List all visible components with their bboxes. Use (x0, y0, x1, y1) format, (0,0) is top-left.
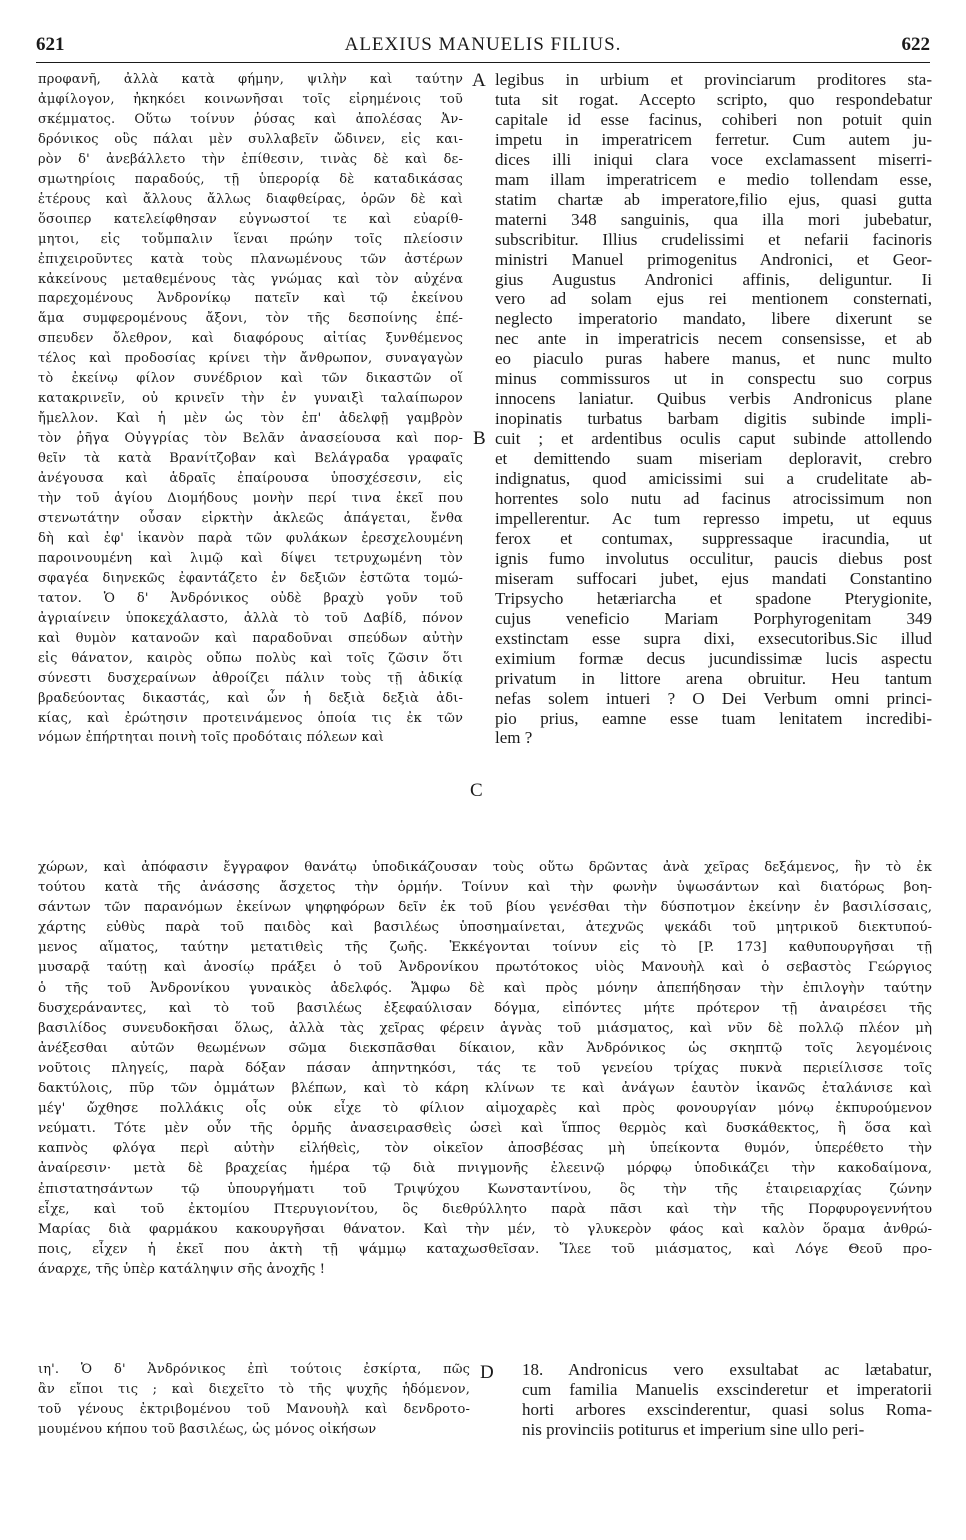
text-line: τὴν τοῦ ἁγίου Διομήδους μονὴν περί τινα ἐκεῖ που (38, 491, 463, 507)
text-line: innocens laniatur. Quibus verbis Andronicus plane (495, 389, 932, 409)
text-line: νοῦτοις πληγείς, παρὰ δόξαν πάσαν ἀπηντηκόσι, τάς τε τοῦ γενείου τρίχας πυκνὰ περιείλισσε τοῖς (38, 1060, 932, 1076)
text-line: σφαγέα διηνεκῶς ἐφαντάζετο ἐν δεξιῶν ἑστῶτα τομώ- (38, 570, 463, 586)
text-line: dices illi iniqui clara voce exclamassent miserri- (495, 149, 932, 169)
text-line: vero ad solam ejus rei mentionem consternati, (495, 289, 932, 309)
text-line: 18. Andronicus vero exsultabat ac lætabatur, (522, 1360, 932, 1379)
text-line: materni 348 sanguinis, qua illa mori jubebatur, (495, 209, 932, 229)
text-line: eximium formæ decus jucundissimæ lucis aspectu (495, 648, 932, 668)
text-line: nis provinciis potiturus et imperium sine ullo peri- (522, 1419, 865, 1439)
text-line: cujus veneficio Mariam Porphyrogenitam 349 (495, 608, 932, 628)
text-line: ἂν εἴποι τις ; καὶ διεχεῖτο τὸ τῆς ψυχῆς ἡδόμενον, (38, 1381, 470, 1397)
text-line: impetu in imperatricem ferretur. Cum autem ju- (495, 129, 932, 149)
text-line: εἶχε, καὶ τοῦ ἐκτομίου Πτερυγιονίτου, ὃς διεθρύλλητο παρὰ πᾶσι καὶ τὴν τῆς Πορφυρογεννήτου (38, 1201, 932, 1217)
text-line: δακτύλοις, πῦρ τῶν ὀμμάτων βλέπων, καὶ τὸ κάρη κλίνων τε καὶ ἀνάγων ἑαυτὸν ἱκανῶς ἐταλάνισε καὶ (38, 1081, 932, 1097)
text-line: χάρτης εὐθὺς παρὰ τοῦ παιδὸς καὶ βασιλέως ὑποσημαίνεται, ἀτεχνῶς ψεκάδι τοῦ μητρικοῦ διεκτυπού- (38, 920, 932, 936)
text-line: εἰς θάνατον, καιρὸς οὔπω πολὺς καὶ τοῖς ζῶσιν ὅτι (38, 650, 463, 666)
text-line: cum familia Manuelis exscinderetur et imperatorii (522, 1379, 932, 1399)
text-line: ἀνέξεσθαι αὐτῶν θεωμένων σῶμα διεκσπᾶσθαι δίκαιον, κἂν Ἀνδρόνικος ὡς σκηπτῷ τοῖς λεγομένοις (38, 1040, 932, 1056)
text-line: δυσχεράναντες, καὶ τὸ τοῦ βασιλέως ἐξεφαύλισαν δόγμα, εἰπόντες μήτε πρότερον τῇ ἀναιρέσει τῆς (38, 1000, 932, 1016)
text-line: ignis fumo involutus occulitur, paucis diebus post (495, 548, 932, 568)
text-line: miseram suffocari jubet, ejus mandati Constantino (495, 568, 932, 588)
header-rule (36, 62, 930, 63)
text-line: privatum in littore arena obruitur. Heu tantum (495, 668, 932, 688)
text-line: horti arbores exscinderentur, quasi solus Roma- (522, 1399, 932, 1419)
text-line: τοῦ γένους ἐκτριβομένου τοῦ Μανουὴλ καὶ δενδροτο- (38, 1401, 470, 1417)
text-line: capitale id esse facinus, cohiberi non potuit quin (495, 109, 932, 129)
text-line: ἑτέρους καὶ ἄλλους ἄλλως διαφθείρας, ὁρῶν δὲ καὶ (38, 191, 463, 207)
text-line: ministri Manuel primogenitus Andronici, et Geor- (495, 249, 932, 269)
text-line: ὅσοιπερ κατελείφθησαν εὐγνωστοί τε καὶ εὐαρίθ- (38, 211, 463, 227)
text-line: κἀκείνους μεταθεμένους τὰς γνώμας καὶ τὸν αὐχένα (38, 271, 463, 287)
text-line: άναρχε, τῆς ὑπὲρ κατάληψιν σῆς ἀνοχῆς ! (38, 1261, 326, 1277)
text-line: μενος αἵματος, ταύτην μετατιθεὶς τῆς ζωῆς. Ἐκκέγονται τοίνυν εἰς τὸ [P. 173] καθυπουργῆσαι τῇ (38, 940, 932, 956)
text-line: ρὸν δ' ἀνεβάλλετο τὴν ἐπίθεσιν, τινὰς δὲ καὶ δε- (38, 151, 463, 167)
text-line: παρεχομένους Ἀνδρονίκῳ πατεῖν καὶ τῷ ἐκείνου (38, 291, 463, 307)
text-line: νόμων ἐπήρτηται ποινὴ τοῖς προδόταις πόλεων καὶ (38, 730, 384, 746)
latin-column-bottom (522, 1360, 932, 1440)
greek-column-top (38, 70, 463, 748)
text-line: exstinctam esse supra dixi, exsecutoribus.Sic illud (495, 628, 932, 648)
text-line: δρόνικος οὓς πάλαι μὲν συλλαβεῖν ὤδινεν, εἰς και- (38, 131, 463, 147)
greek-full-width-block (38, 858, 932, 1280)
text-line: κατακρινεῖν, οὐ κρινεῖν τὴν ἐν γυναιξὶ ταλαίπωρον (38, 391, 463, 407)
text-line: statim chartæ ab imperatore,filio ejus, quasi gutta (495, 189, 932, 209)
text-line: σπευδεν ὄλεθρον, καὶ διαφόρους αἰτίας ξυνθέμενος (38, 331, 463, 347)
section-marker-b: B (473, 428, 486, 449)
text-line: subscribitur. Illius crudelissimi et nefarii facinoris (495, 229, 932, 249)
text-line: στενωτάτην οὖσαν εἱρκτὴν ἀκλεῶς ἀπάγεται, ἔνθα (38, 510, 463, 526)
text-line: gius Augustus Andronici affinis, deliguntur. Ii (495, 269, 932, 289)
text-line: nec ante in imperatricis necem consensisse, et ab (495, 329, 932, 349)
text-line: ἀμφίλογον, ἠκηκόει κοινωνῆσαι τοῖς εἰρημένοις τοῦ (38, 91, 463, 107)
text-line: σμωτηρίοις παραδούς, τῇ ὑπερορίᾳ δὲ καταδικάσας (38, 171, 463, 187)
text-line: νεύματι. Τότε μὲν οὖν τῆς ὁρμῆς ἀνασειρασθεὶς ὡσεὶ καὶ ἵππος θερμὸς καὶ δυσκάθεκτος, ἢ ὅσα καὶ (38, 1121, 932, 1137)
text-line: καὶ θυμὸν κατανοῶν καὶ παραδοῦναι σπεύδων αὐτὴν (38, 630, 463, 646)
text-line: βραδεύοντας δικαστάς, καὶ ὧν ἡ δεξιὰ δεξιὰ ἀδι- (38, 690, 463, 706)
text-line: τατον. Ὁ δ' Ἀνδρόνικος οὐδὲ βραχὺ γοῦν τοῦ (38, 590, 463, 606)
text-line: pio prius, eamne esse tuam lenitatem incredibi- (495, 708, 932, 728)
text-line: ἤμελλον. Καὶ ἡ μὲν ὡς τὸν ἐπ' ἀδελφῇ γαμβρὸν (38, 411, 463, 427)
text-line: neglecto imperatorio mandato, libere dixerunt se (495, 309, 932, 329)
text-line: eo piaculo puras habere manus, et nunc multo (495, 349, 932, 369)
text-line: ἀνέγουσα καὶ ἁδραῖς ἐπαίρουσα ὑποσχέσεσιν, εἰς (38, 471, 463, 487)
text-line: βασιλίδος συνευδοκῆσαι ὅλως, ἀλλὰ τὰς χεῖρας φέρειν ἁγνὰς τοῦ μιάσματος, καὶ νῦν δὲ πολλῷ πλέον μὴ (38, 1020, 932, 1036)
text-line: μητοι, εἰς τοὔμπαλιν ἵεναι πρώην τοῖς πλείοσιν (38, 231, 463, 247)
text-line: σύνεστι δυσχεραίνων ἀθροίζει πάλιν τοὺς τῇ ἀδικίᾳ (38, 670, 463, 686)
text-line: nefas solem intueri ? O Dei Verbum omni princi- (495, 688, 932, 708)
text-line: τούτου κατὰ τῆς ἀνάσσης ἄσχετος τὴν ὁρμήν. Τοίνυν καὶ τὴν φωνὴν ὑψωσάντων καὶ διατόρως βοη- (38, 880, 932, 896)
text-line: χώρων, καὶ ἀπόφασιν ἔγγραφον θανάτῳ ὑποδικάζουσαν τοὺς οὕτω δρῶντας ἀνὰ χεῖρας δεξάμενος, ἣν τὸ ἐκ (38, 860, 932, 875)
text-line: μυσαρᾷ ταύτῃ καὶ ἀνοσίῳ πράξει ὁ τοῦ Ἀνδρονίκου πρωτότοκος υἱὸς Μανουὴλ καὶ ὁ σεβαστὸς Γεώργιος (38, 960, 932, 976)
text-line: ἅμα συμφερομένους ἄξονι, τὸν τῆς δεσποίνης ἐπέ- (38, 311, 463, 327)
text-line: horrentes solo nutu ad facinus atrocissimum non (495, 489, 932, 509)
text-line: κίας, καὶ ἐρώτησιν προτεινάμενος ὁποία τις ἐκ τῶν (38, 710, 463, 726)
text-line: cuit ; et ardentibus oculis caput subinde attollendo (495, 429, 932, 449)
section-marker-a: A (472, 70, 486, 91)
text-line: μουμένου κήπου τοῦ βασιλέως, ὡς μόνος οἰκήσων (38, 1421, 377, 1437)
text-line: indignatus, quod amicissimi sui a crudelitate ab- (495, 469, 932, 489)
text-line: δὴ καὶ ἐφ' ἱκανὸν παρὰ τῶν φυλάκων ἐρεσχελουμένη (38, 530, 463, 546)
text-line: legibus in urbium et provinciarum proditores sta- (495, 70, 932, 89)
running-title: ALEXIUS MANUELIS FILIUS. (344, 34, 622, 55)
text-line: Μαρίας διὰ φαρμάκου κακουργῆσαι θάνατον. Καὶ τὴν μέν, τὸ γλυκερὸν φάος καὶ καλὸν ὅραμα ἀνθρώ- (38, 1221, 932, 1237)
text-line: τέλος καὶ προδοσίας κρίνει τὴν ἄνθρωπον, συναγαγὼν (38, 351, 463, 367)
page-header (36, 34, 930, 64)
text-line: τὸν ῥῆγα Οὐγγρίας τὸν Βελᾶν ἀνασείουσα καὶ πορ- (38, 431, 463, 447)
page-number-left: 621 (36, 34, 65, 55)
text-line: ἐπιστατησάντων τῷ ὑπουργήματι τοῦ Τριψύχου Κωνσταντίνου, ὃς τὴν τῆς ἑταιρειαρχίας ζώνην (38, 1181, 932, 1197)
text-line: θεῖν τὰ κατὰ Βρανίτζοβαν καὶ Βελάγραδα γραφαῖς (38, 451, 463, 467)
latin-column-top (495, 70, 932, 748)
text-line: σάντων τῶν παρανόμων ἐκείνων ψηφηφόρων δεῖν ἐκ τοῦ βίου γενέσθαι τὴν δύσποτμον ἐκείνην ἐν βασιλίσσαις, (38, 900, 932, 916)
text-line: καπνὸς φλόγα περὶ αὐτὴν εἰλήθεὶς, τὸν οἰκεῖον ἀποσβέσας μὴ ὑπείκοντα θυμόν, ὑπερέθετο τὴν (38, 1141, 932, 1157)
text-line: σκέμματος. Οὕτω τοίνυν ῥύσας καὶ ἀπολέσας Ἀν- (38, 111, 463, 127)
text-line: μέγ' ὤχθησε πολλάκις οἷς οὐκ εἶχε τὸ φίλιον αἱμοχαρὲς καὶ πρὸς φονουργίαν μόνῳ ἐκπυρούμενον (38, 1101, 932, 1117)
text-line: ὁ τῆς τοῦ Ἀνδρονίκου γυναικὸς ἀδελφός. Ἄμφω δὲ καὶ πρὸς μόνην ἀπεπήδησαν τὴν ἐπιλογὴν ταύτην (38, 980, 932, 996)
text-line: παροινουμένη καὶ λιμῷ καὶ δίψει τετρυχωμένη τὸν (38, 550, 463, 566)
section-marker-c: C (470, 780, 483, 801)
text-line: impellerentur. Ac tum represso impetu, ut equus (495, 508, 932, 528)
text-line: ιη'. Ὁ δ' Ἀνδρόνικος ἐπὶ τούτοις ἐσκίρτα, πῶς (38, 1362, 470, 1377)
text-line: et demittendo suam miseriam deploravit, crebro (495, 449, 932, 469)
text-line: mam illam imperatricem e medio tollendam esse, (495, 169, 932, 189)
text-line: ferox et contumax, suppressaque iracundia, ut (495, 528, 932, 548)
text-line: τὸ ἐκείνῳ φίλον συνέδριον καὶ τῶν δικαστῶν οἵ (38, 371, 463, 387)
text-line: tuta sit rogat. Accepto scripto, quo respondebatur (495, 89, 932, 109)
page-number-right: 622 (901, 34, 930, 55)
text-line: προφανῆ, ἀλλὰ κατὰ φήμην, ψιλὴν καὶ ταύτην (38, 72, 463, 87)
text-line: ἀγριαίνειν ὑποκεχάλαστο, ἀλλὰ τὸ τοῦ Δαβίδ, πόνον (38, 610, 463, 626)
text-line: inopinatis turbatus barbam digitis subinde impli- (495, 409, 932, 429)
text-line: ἀναίρεσιν· μετὰ δὲ βραχείας ἡμέρα τῷ διὰ πνιγμονῆς ἐλεεινῷ μόρφῳ ὑποδικάζει τὴν κακοδαίμονα, (38, 1161, 932, 1177)
section-marker-d: D (480, 1362, 494, 1383)
text-line: ἐπιχειροῦντες κατὰ τοὺς πλανωμένους τῶν ἀστέρων (38, 251, 463, 267)
text-line: Tripsycho hetæriarcha et spadone Pterygionite, (495, 588, 932, 608)
text-line: lem ? (495, 728, 533, 748)
text-line: minus commissuros ut in conspectu suo corpus (495, 369, 932, 389)
text-line: ποις, εἶχεν ἡ ἐκεῖ που ἀκτὴ τῇ ψάμμῳ καταχωσθεῖσαν. Ἴλεε τοῦ μιάσματος, καὶ Λόγε Θεοῦ προ- (38, 1241, 932, 1257)
greek-column-bottom (38, 1360, 470, 1440)
